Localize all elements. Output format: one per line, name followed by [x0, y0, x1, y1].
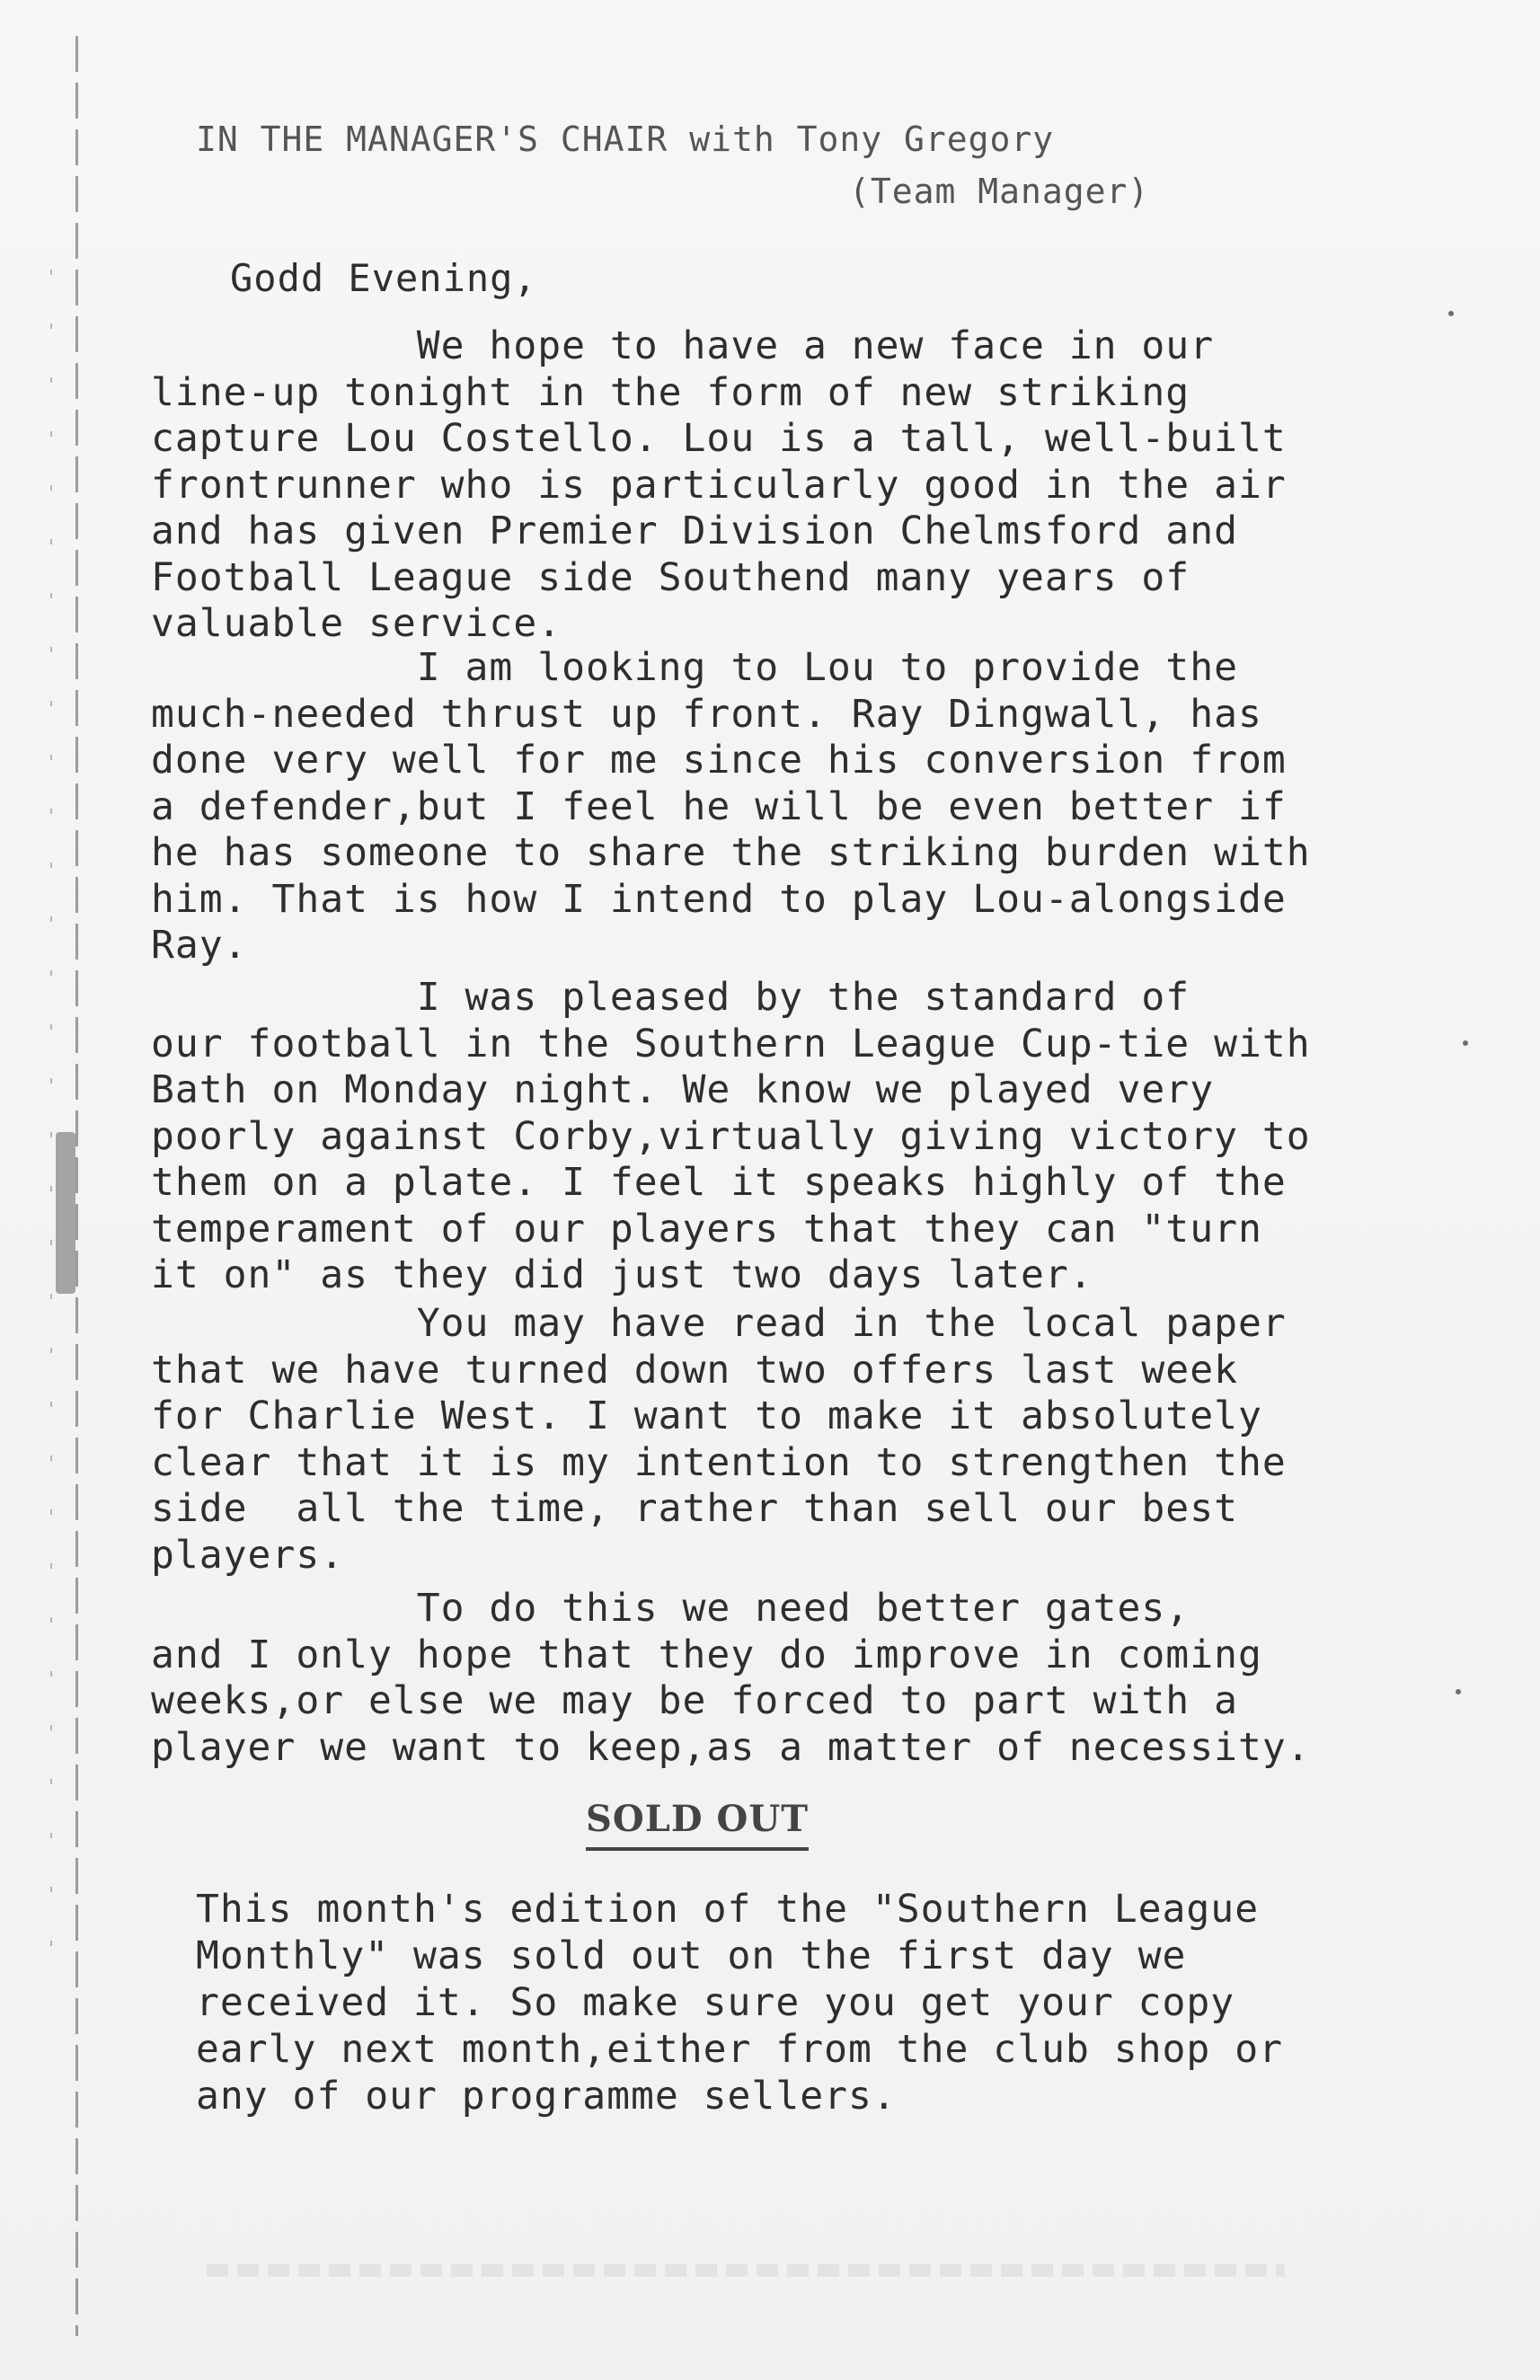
text-line: he has someone to share the striking burden with — [151, 830, 1311, 875]
text-line: and I only hope that they do improve in coming — [151, 1632, 1262, 1677]
ink-speck — [1463, 1040, 1468, 1046]
text-line: him. That is how I intend to play Lou-alongside — [151, 876, 1287, 922]
text-line: frontrunner who is particularly good in the air — [151, 462, 1287, 508]
text-line: side all the time, rather than sell our best — [151, 1486, 1238, 1531]
text-line: You may have read in the local paper — [151, 1301, 1287, 1346]
text-line: line-up tonight in the form of new striking — [151, 369, 1190, 415]
binding-edge-dashes — [50, 270, 52, 1977]
section-title-sold-out: SOLD OUT — [586, 1797, 809, 1851]
text-line: Ray. — [151, 923, 248, 968]
ink-speck — [1448, 311, 1454, 316]
text-line: our football in the Southern League Cup-tie with — [151, 1021, 1311, 1066]
text-line: early next month,either from the club shop or — [196, 2027, 1283, 2072]
text-line: much-needed thrust up front. Ray Dingwall, has — [151, 691, 1262, 737]
article-subheading: (Team Manager) — [849, 172, 1150, 211]
text-line: Bath on Monday night. We know we played very — [151, 1067, 1215, 1112]
text-line: capture Lou Costello. Lou is a tall, well-built — [151, 416, 1287, 461]
text-line: This month's edition of the "Southern League — [196, 1887, 1260, 1932]
binding-edge-line — [75, 36, 78, 2336]
text-line: I am looking to Lou to provide the — [151, 645, 1238, 690]
margin-ink-mark — [56, 1132, 75, 1294]
text-line: and has given Premier Division Chelmsford and — [151, 509, 1238, 553]
text-line: We hope to have a new face in our — [151, 323, 1215, 368]
text-line: it on" as they did just two days later. — [151, 1252, 1093, 1297]
text-line: done very well for me since his conversion from — [151, 738, 1287, 783]
text-line: received it. So make sure you get your copy — [196, 1980, 1235, 2025]
text-line: them on a plate. I feel it speaks highly of the — [151, 1160, 1287, 1205]
text-line: weeks,or else we may be forced to part with a — [151, 1678, 1238, 1723]
text-line: I was pleased by the standard of — [151, 975, 1190, 1020]
text-line: any of our programme sellers. — [196, 2074, 897, 2119]
text-line: for Charlie West. I want to make it absolutely — [151, 1393, 1262, 1438]
text-line: player we want to keep,as a matter of necessity. — [151, 1724, 1311, 1770]
greeting: Godd Evening, — [230, 256, 537, 300]
text-line: temperament of our players that they can "turn — [151, 1206, 1262, 1252]
text-line: poorly against Corby,virtually giving victory to — [151, 1113, 1311, 1159]
article-heading: IN THE MANAGER'S CHAIR with Tony Gregory — [196, 119, 1055, 159]
text-line: clear that it is my intention to strengthen the — [151, 1439, 1287, 1485]
text-line: To do this we need better gates, — [151, 1586, 1190, 1631]
text-line: that we have turned down two offers last week — [151, 1347, 1238, 1393]
text-line: a defender,but I feel he will be even better if — [151, 783, 1287, 829]
faint-bleedthrough — [207, 2264, 1285, 2277]
ink-speck — [1456, 1689, 1461, 1694]
text-line: Football League side Southend many years of — [151, 554, 1190, 600]
text-line: valuable service. — [151, 601, 562, 646]
text-line: Monthly" was sold out on the first day we — [196, 1933, 1187, 1978]
text-line: players. — [151, 1532, 345, 1578]
